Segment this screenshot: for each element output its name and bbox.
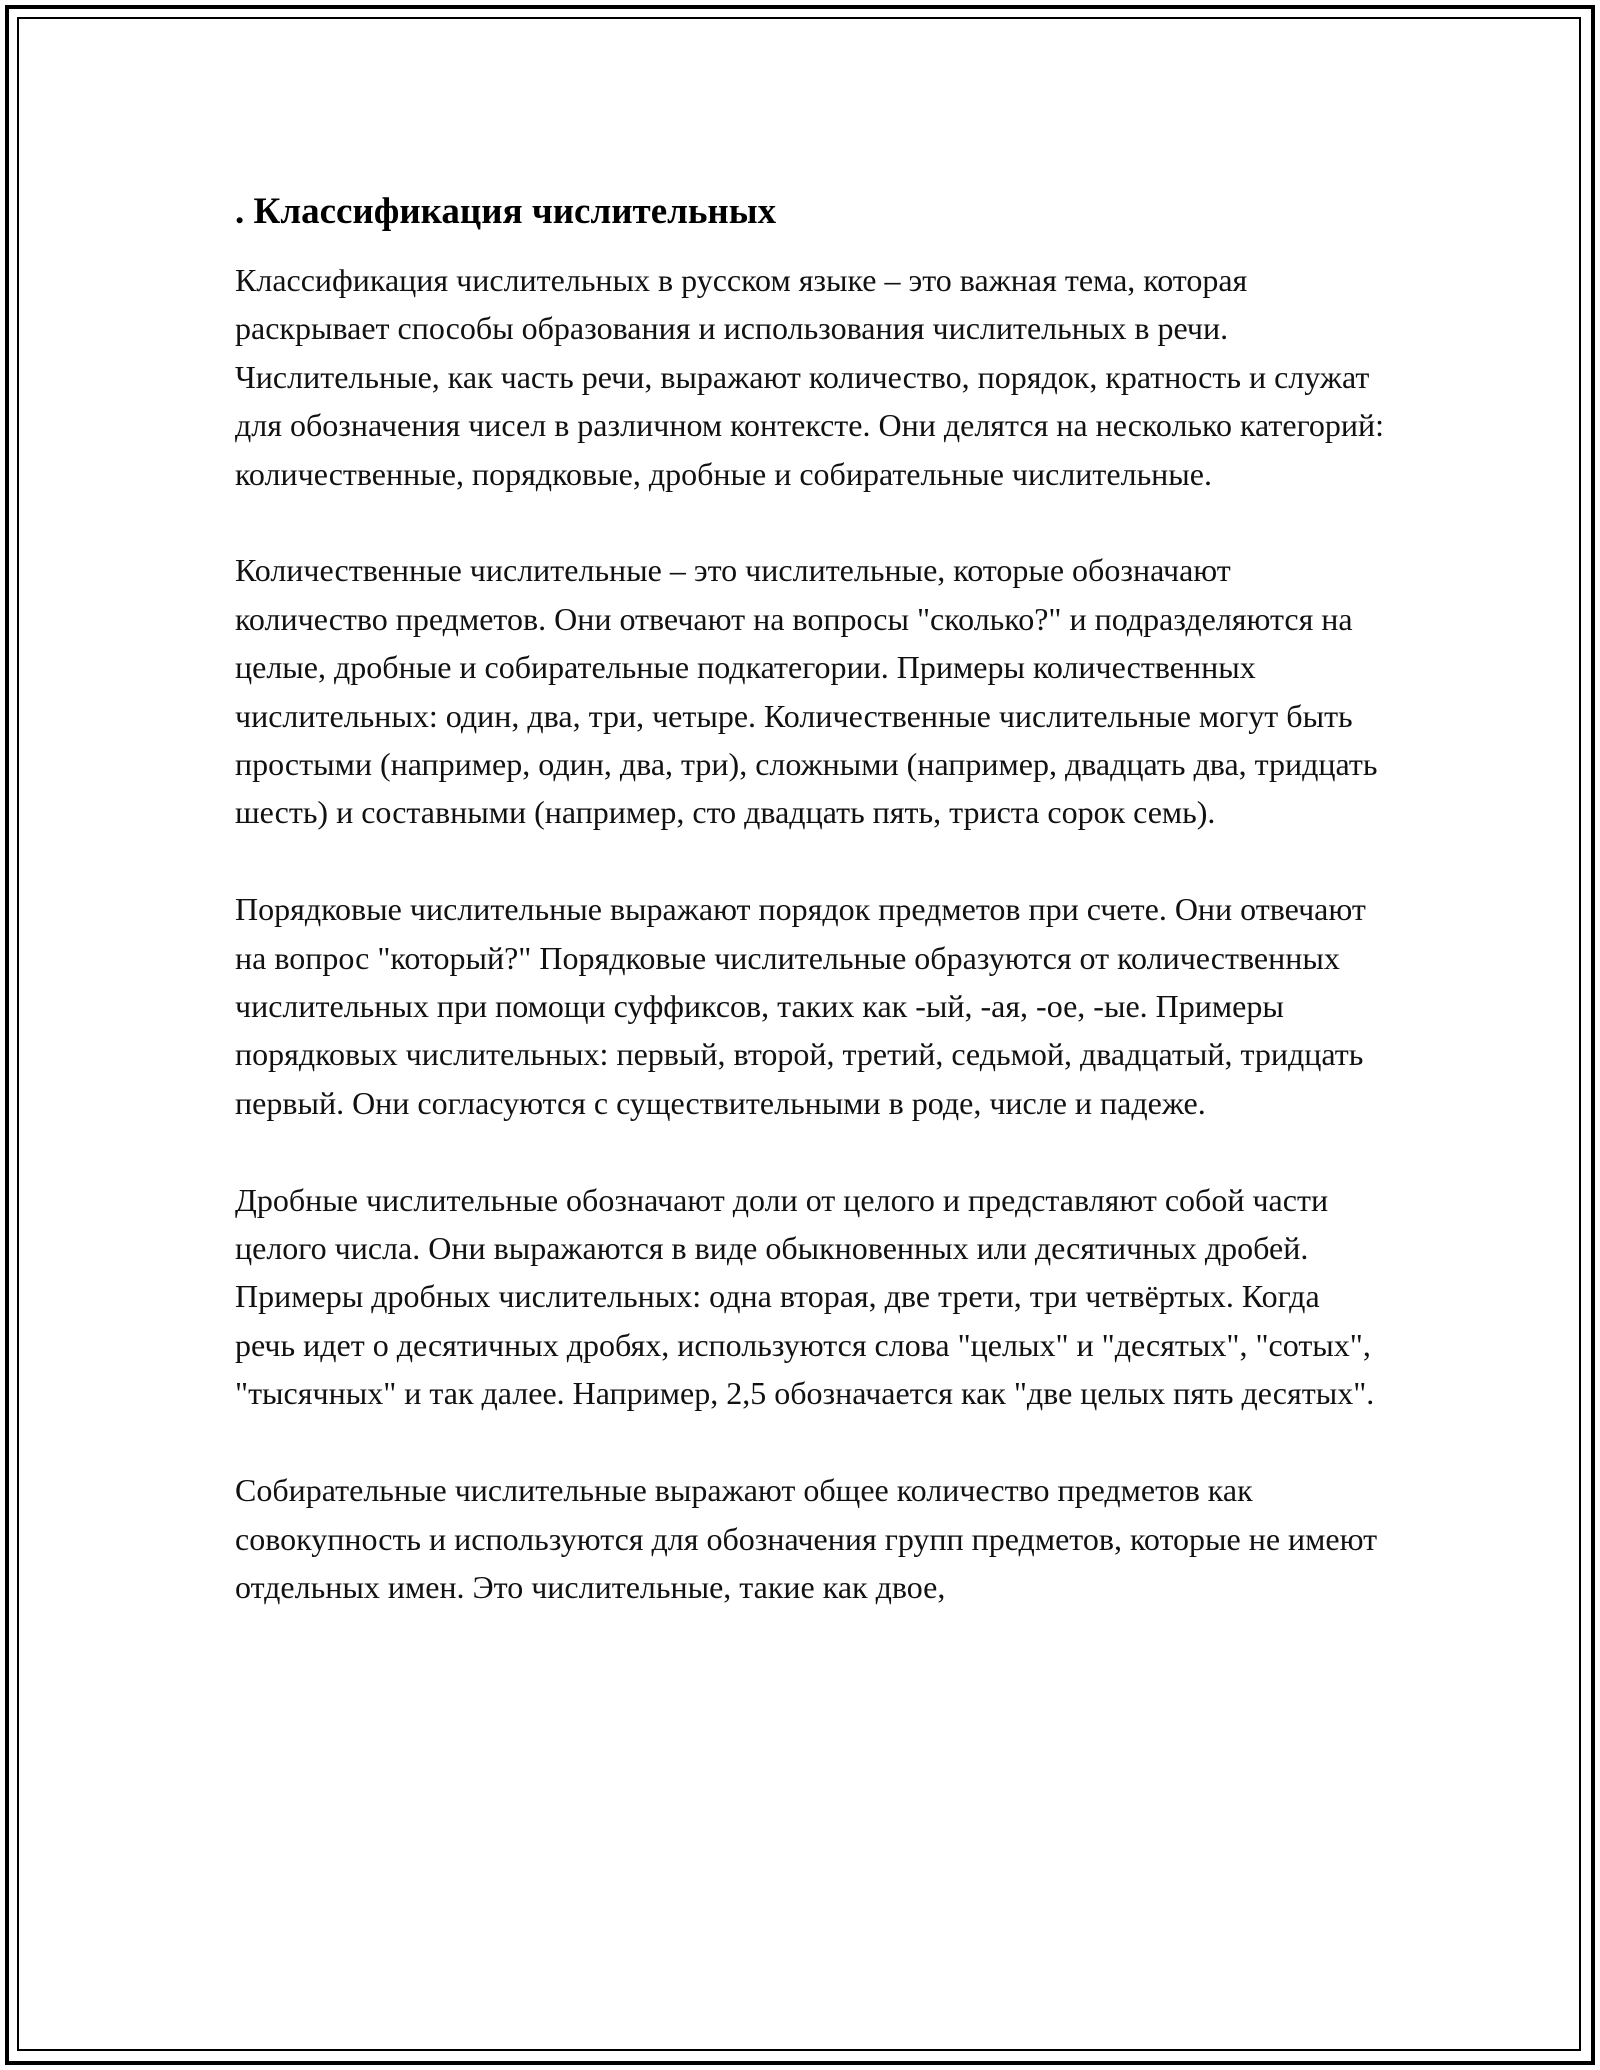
paragraph-fractional: Дробные числительные обозначают доли от целого и представляют собой части целого числа. Они выражаются в виде обыкновенных или десятичных дробей. Примеры дробных числительных: одна вторая, две трети, три четвёртых. Когда речь идет о десятичных дробях, используются слова "целых" и "десятых", "сотых", "тысячных" и так далее. Например, 2,5 обозначается как "две целых пять десятых". — [235, 1181, 1375, 1412]
paragraph-collective: Собирательные числительные выражают общее количество предметов как совокупность и используются для обозначения групп предметов, которые не имеют отдельных имен. Это числительные, такие как двое, — [235, 1472, 1378, 1605]
paragraph-ordinal: Порядковые числительные выражают порядок предметов при счете. Они отвечают на вопрос "который?" Порядковые числительные образуются от количественных числительных при помощи суффиксов, таких как -ый, -ая, -ое, -ые. Примеры порядковых числительных: первый, второй, третий, седьмой, двадцатый, тридцать первый. Они согласуются с существительными в роде, числе и падеже. — [235, 891, 1366, 1121]
document-body — [235, 188, 1385, 1660]
paragraph-intro: Классификация числительных в русском языке – это важная тема, которая раскрывает способы образования и использования числительных в речи. Числительные, как часть речи, выражают количество, порядок, кратность и служат для обозначения чисел в различном контексте. Они делятся на несколько категорий: количественные, порядковые, дробные и собирательные числительные. — [235, 262, 1385, 492]
paragraph-cardinal: Количественные числительные – это числительные, которые обозначают количество предметов. Они отвечают на вопросы "сколько?" и подразделяются на целые, дробные и собирательные подкатегории. Примеры количественных числительных: один, два, три, четыре. Количественные числительные могут быть простыми (например, один, два, три), сложными (например, двадцать два, тридцать шесть) и составными (например, сто двадцать пять, триста сорок семь). — [235, 552, 1378, 831]
document-title: . Классификация числительных — [235, 191, 777, 232]
